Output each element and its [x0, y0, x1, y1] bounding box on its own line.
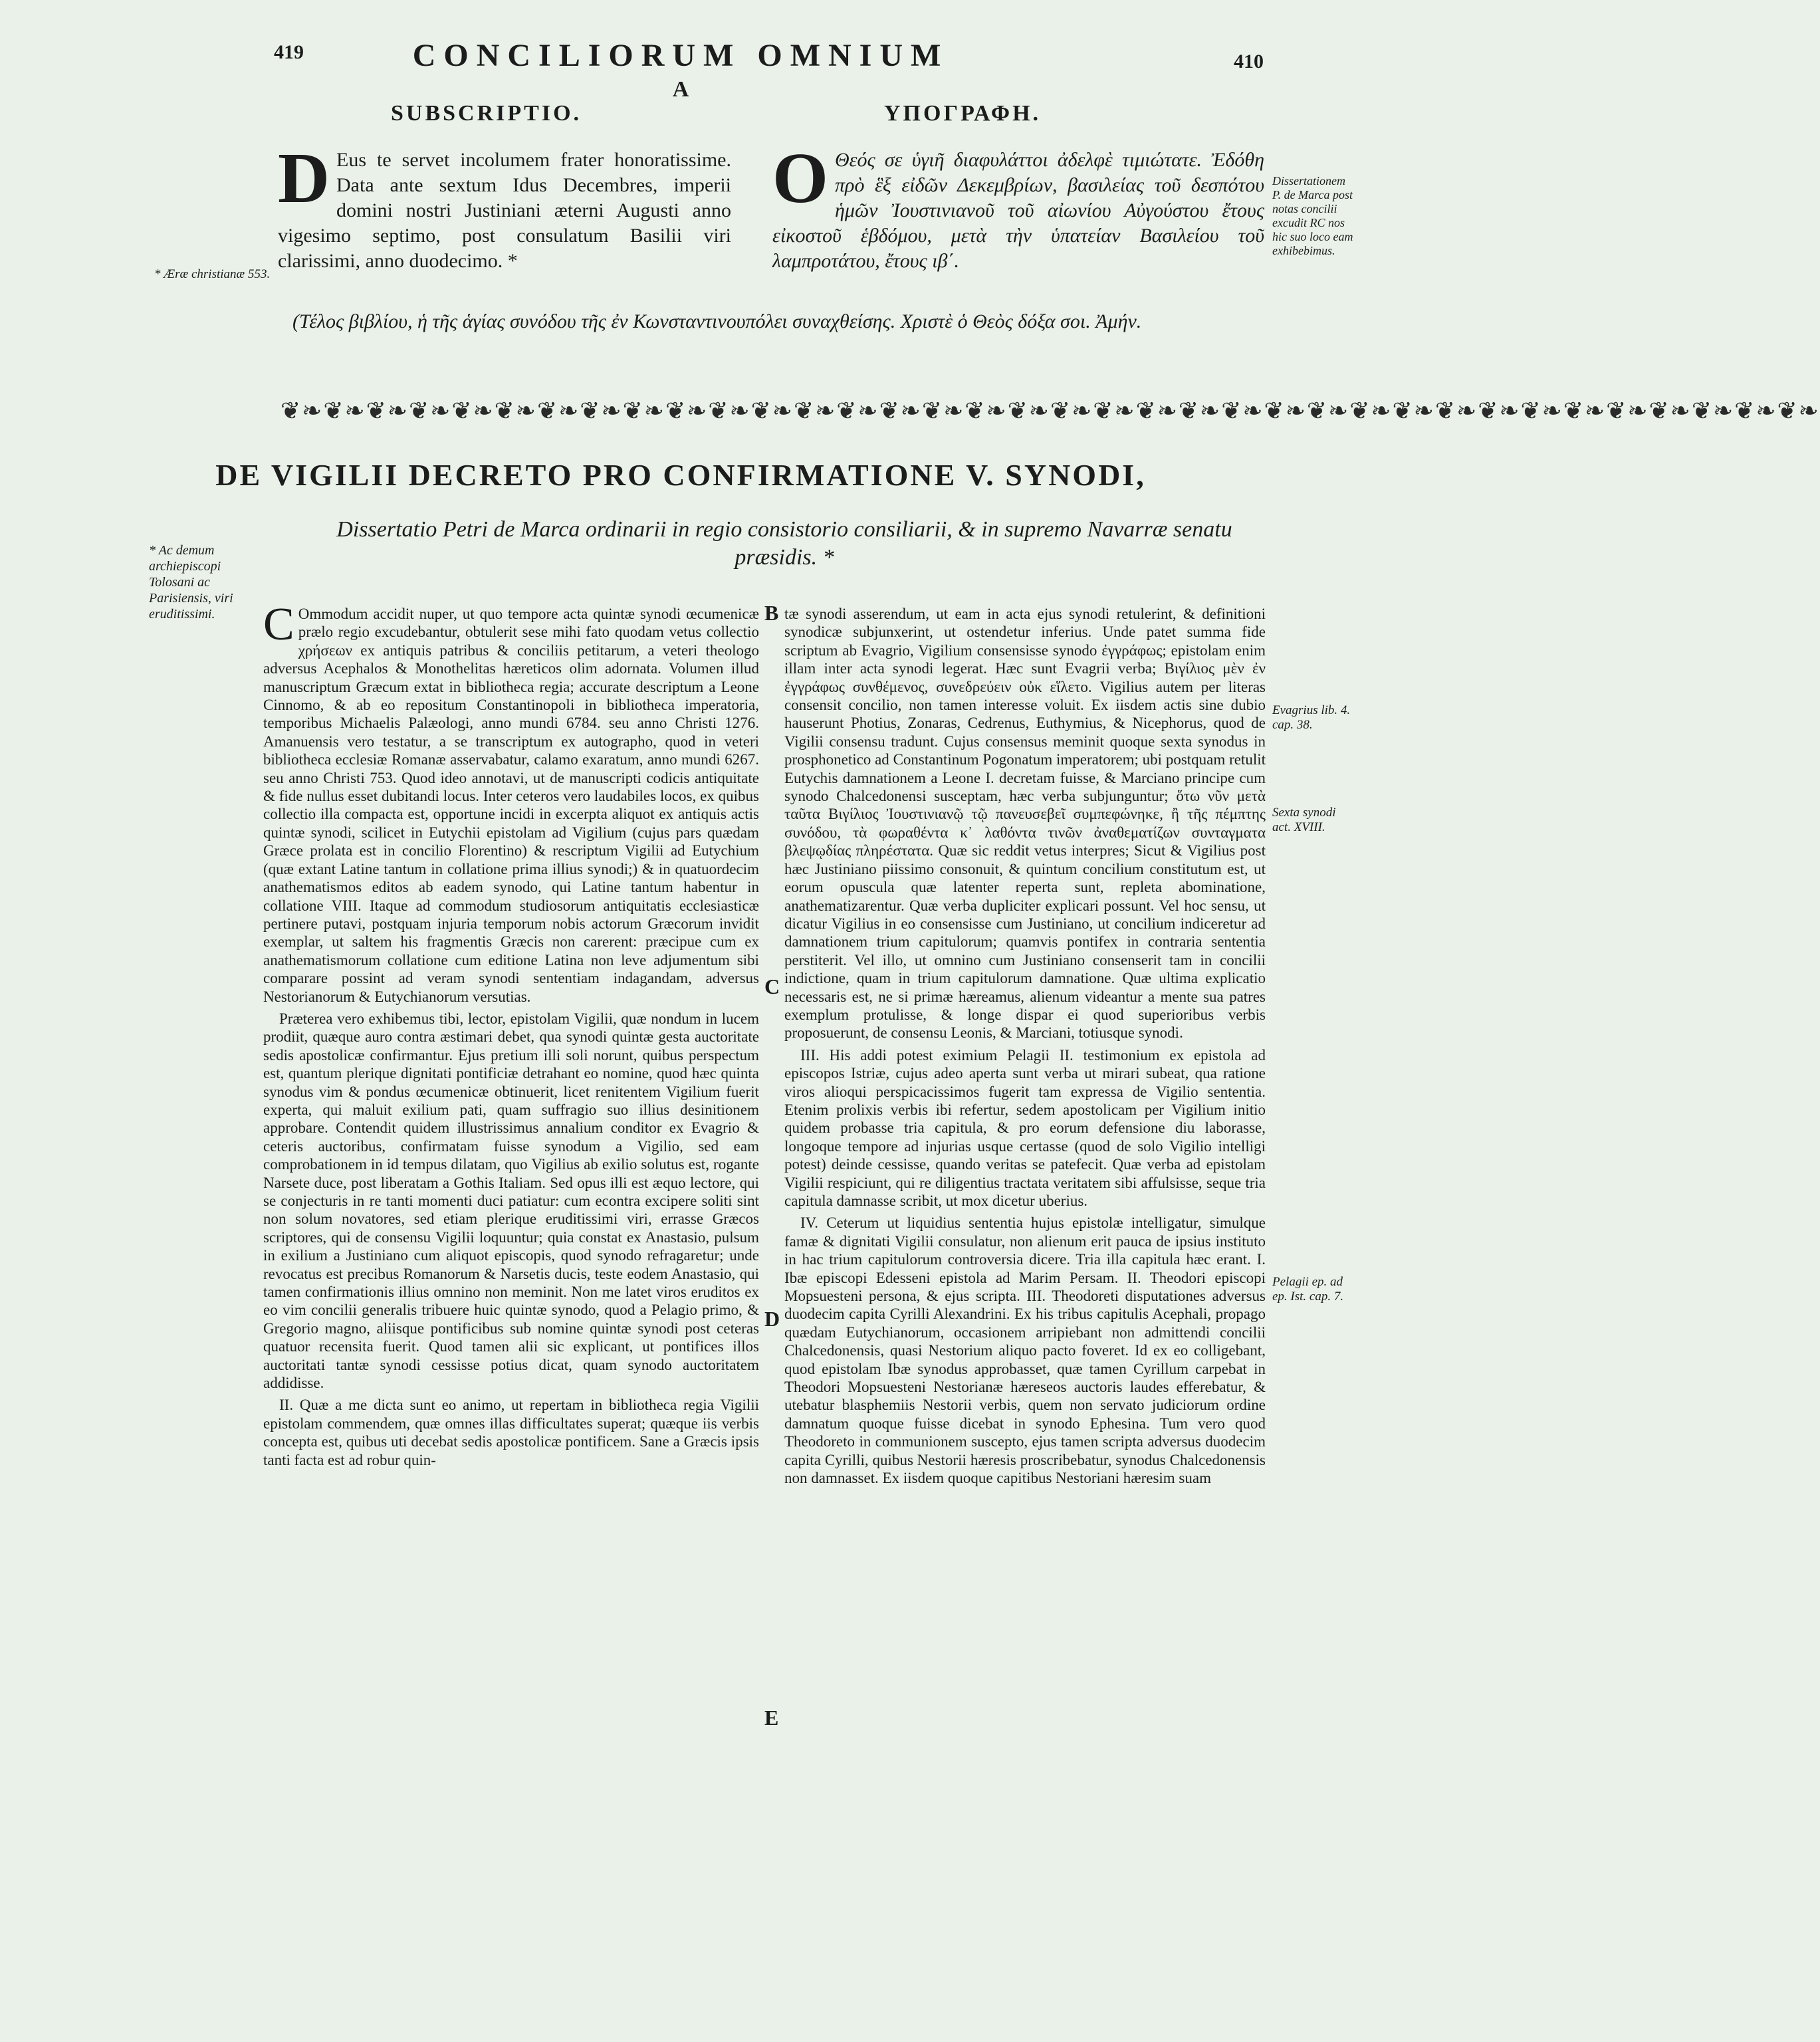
left-paragraph-1: [263, 599, 759, 1006]
column-letter-b: B: [764, 601, 779, 625]
latin-subscription-heading: SUBSCRIPTIO.: [391, 101, 582, 126]
latin-margin-note: * Æræ christianæ 553.: [154, 267, 271, 281]
right-paragraph-2: III. His addi potest eximium Pelagii II. testimonium ex epistola ad episcopos Istriæ, cujus adeo aperta sunt verba ut mirari subeat, qua ratione viros alioqui perspicacissimos fugerit tam expressa de Vigilio sententia. Etenim prolixis verbis ibi refertur, sedem apostolicam per Vigilium initio quidem probasse tria capitula, & pro eorum defensione diu laborasse, longoque tempore ad injurias usque certasse (quod de solo Vigilio intelligi potest) deinde cessisse, quando veritas se patefecit. Quæ verba ad epistolam Vigilii respiciunt, qui re diligentius tractata veritatem sibi affulsisse, seque tria capitula damnasse scribit, ut mox dicetur uberius.: [784, 1046, 1266, 1209]
page-number-left: 419: [274, 41, 304, 63]
greek-colophon: (Τέλος βιβλίου, ἡ τῆς ἁγίας συνόδου τῆς ἐν Κωνσταντινουπόλει συναχθείσης. Χριστὲ ὁ Θεὸς δόξα σοι. Ἀμήν.: [292, 310, 1142, 332]
left-column: [263, 599, 759, 1473]
byline-margin-note: * Ac demum archiepiscopi Tolosani ac Parisiensis, viri eruditissimi.: [149, 543, 233, 622]
right-paragraph-3: IV. Ceterum ut liquidius sententia hujus epistolæ intelligatur, simulque famæ & dignitati Vigilii consulatur, non alienum erit pauca de ipsius instituto in hac trium capitulorum controversia dicere. Tria illa capitula hæc erant. I. Ibæ episcopi Edesseni epistola ad Marim Persam. II. Theodori episcopi Mopsuesteni persona, & ejus scripta. III. Theodoreti disputationes adversus duodecim capita Cyrilli Alexandrini. Ex his tribus capitulis Acephali, propago quædam Eutychianorum, occasionem arripiebant non admittendi concilii Chalcedonensis, quasi Nestorium aliquo pacto foveret. Id ex eo colligebant, quod epistolam Ibæ synodus approbasset, quæ tamen Cyrillum carpebat in Theodori Mopsuesteni Nestorianæ hæreseos auctoris laudes efferebatur, & utebatur blasphemiis Nestorii verbis, quem non servato judiciorum ordine damnatum quoque fuisse dicebat in synodo Ephesina. Tum vero quod Theodoreto in communionem suscepto, ejus tamen scripta adversus duodecim capita Cyrilli, quibus Nestorii hæresis proscribebatur, synodus Chalcedonensis non damnasset. Ex iisdem quoque capitibus Nestoriani hæresim suam: [784, 1214, 1266, 1487]
greek-margin-note: Dissertationem P. de Marca post notas concilii excudit RC nos hic suo loco eam exhibebimus.: [1272, 174, 1353, 257]
article-title: DE VIGILII DECRETO PRO CONFIRMATIONE V. SYNODI,: [215, 458, 1146, 492]
page-number-right: 410: [1234, 51, 1264, 72]
running-title: CONCILIORUM OMNIUM: [412, 38, 949, 73]
column-letter-c: C: [764, 974, 780, 998]
greek-dropcap: Ο: [772, 139, 829, 218]
margin-note-evagrius: Evagrius lib. 4. cap. 38.: [1272, 703, 1351, 732]
latin-subscription: [278, 139, 731, 274]
margin-note-sexta-synodus: Sexta synodi act. XVIII.: [1272, 806, 1336, 834]
left-paragraph-1-text: Ommodum accidit nuper, ut quo tempore acta quintæ synodi œcumenicæ prælo regio excudebantur, obtulerit sese mihi fato quodam vetus collectio χρήσεων ex antiquis patribus & conciliis petitarum, a veteri theologo adversus Acephalos & Monothelitas hæreticos olim adornata. Volumen illud manuscriptum Græcum extat in bibliotheca regia; accurate descriptum a Leone Cinnomo, & ab eo repositum Constantinopoli in bibliotheca imperatoria, temporibus Michaelis Palæologi, anno mundi 6784. seu anno Christi 1276. Amanuensis vero testatur, a se transcriptum ex autographo, quod in veteri bibliotheca ecclesiæ Romanæ asservabatur, calamo exaratum, anno mundi 6267. seu anno Christi 753. Quod ideo annotavi, ut de manuscripti codicis antiquitate & fide nullus esset dubitandi locus. Inter ceteros vero laudabiles locos, ex quibus collectio illa compacta est, opportune incidi in excerpta aliquot ex antiquis actis quintæ synodi, scilicet in Eutychii epistolam ad Vigilium (cujus pars quædam Græce prolata est in concilio Florentino) & rescriptum Vigilii ad Eutychium (quæ extant Latine tantum in collatione prima illius synodi;) & in quatuordecim anathematismos editos ab eadem synodo, qui Latine tantum habentur in collatione VIII. Itaque ad commodum studiosorum antiquitatis ecclesiasticæ pertinere putavi, postquam injuria temporum nobis actorum Græcorum invidit exemplar, ut saltem his fragmentis Græcis non carerent: præcipue cum ex anathematismorum collatione cum editione Latina non leve adjumentum sibi comparare possint ad veram synodi sententiam indagandam, adversus Nestorianorum & Eutychianorum versutias.: [263, 606, 759, 1005]
latin-dropcap: D: [278, 139, 330, 218]
margin-note-pelagii: Pelagii ep. ad ep. Ist. cap. 7.: [1272, 1275, 1344, 1304]
body-dropcap: C: [263, 599, 294, 650]
ornament-band: ❦❧❦❧❦❧❦❧❦❧❦❧❦❧❦❧❦❧❦❧❦❧❦❧❦❧❦❧❦❧❦❧❦❧❦❧❦❧❦❧❦❧❦❧❦❧❦❧❦❧❦❧❦❧❦❧❦❧❦❧❦❧❦❧❦❧❦❧❦❧❦❧: [281, 397, 1820, 424]
column-letter-e: E: [764, 1706, 779, 1730]
left-paragraph-2: Præterea vero exhibemus tibi, lector, epistolam Vigilii, quæ nondum in lucem prodiit, quæque auro contra æstimari debet, qua synodi quintæ gesta auctoritate sedis apostolicæ confirmantur. Ejus pretium illi soli norunt, quibus perspectum est, quantum plerique dignitati pontificiæ detrahant eo nomine, quod hæc quinta synodus vim & pondus œcumenicæ obtinuerit, licet renitentem Vigilium fuerit experta, qui maluit exilium pati, quam suffragio suo illius desinitionem approbare. Contendit quidem illustrissimus annalium conditor ex Evagrio & ceteris auctoribus, confirmatam fuisse synodum a Vigilio, sed eam comprobationem in id tempus dilatam, quo Vigilius ab exilio solutus est, rogante Narsete duce, post liberatam a Gothis Italiam. Sed opus illi est æquo lectore, qui se conjecturis in re tanti momenti duci patiatur: cum econtra excipere soliti sint non solum novatores, sed etiam plerique eruditissimi viri, errasse Græcos scriptores, qui de consensu Vigilii loquuntur; quia constat ex Anastasio, pulsum in exilium a Justiniano cum aliquot episcopis, quod synodo refragaretur; unde revocatus est precibus Romanorum & Narsetis ducis, teste eodem Anastasio, qui tamen confirmationis illius omnino non meminit. Non me latet viros eruditos ex eo vim concilii generalis tribuere huic quintæ synodo, quod a Pelagio primo, & Gregorio magno, aliisque pontificibus sub nomine quintæ synodi post ceteras quatuor recensita fuerit. Quod tamen alii sic explicant, ut pontifices illos auctoritati tantæ synodi cessisse potius dicat, quam synodo auctoritatem addidisse.: [263, 1010, 759, 1392]
left-paragraph-3: II. Quæ a me dicta sunt eo animo, ut repertam in bibliotheca regia Vigilii epistolam commendem, quæ omnes illas difficultates superat; quæque iis verbis concepta est, quibus uti decebat sedis apostolicæ pontificem. Sane a Græcis ipsis tanti facta est ad robur quin-: [263, 1397, 759, 1468]
right-column: [784, 605, 1266, 1492]
greek-subscription: [772, 139, 1264, 274]
greek-subscription-heading: ΥΠΟΓΡΑΦΗ.: [884, 101, 1042, 126]
right-paragraph-1: tæ synodi asserendum, ut eam in acta ejus synodi retulerint, & definitioni synodicæ subjunxerint, ut ostendetur inferius. Unde patet summa fide scriptum ab Evagrio, Vigilium consensisse synodo ἐγγράφως; epistolam enim illam inter acta synodi legerat. Hæc sunt Evagrii verba; Βιγίλιος μὲν ἐν ἐγγράφως συνθέμενος, συνεδρεύειν οὐκ εἵλετο. Vigilius autem per literas consensit concilio, non tamen interesse voluit. Ex iisdem actis sine dubio hauserunt Photius, Zonaras, Cedrenus, Euthymius, & Nicephorus, quod de Vigilii consensu tradunt. Cujus consensus meminit quoque sexta synodus in prosphonetico ad Constantinum Pogonatum imperatorem; ubi postquam retulit Eutychis damnationem a Leone I. decretam fuisse, & Marciano principe cum synodo Chalcedonensi susceptam, hæc verba subjunguntur; ὅτω νῦν μετὰ ταῦτα Βιγίλιος Ἰουστινιανῷ τῷ πανευσεβεῖ συμπεφώνηκε, ἢ τῆς πέμπτης συνόδου, τὰ φωραθέντα κ᾽ λαθόντα τινῶν ἀναθεματίζων συνταγματα βλεψῳδίας πληρέστατα. Quæ sic reddit vetus interpres; Sicut & Vigilius post hæc Justiniano piissimo consonuit, & quintum concilium constitutum est, ut eorum opuscula quæ latenter reperta sunt, repleta abominatione, anathematizarentur. Quæ verba dupliciter explicari possunt. Vel hoc sensu, ut dicatur Vigilius in eo consensisse cum Justiniano, ut concilium indiceretur ad damnationem trium capitulorum; quamvis pontifex in contraria sententia perstiterit. Vel illo, ut omnino cum Justiniano consenserit tam in concilii indictione, quam in trium capitulorum damnatione. Quæ ultima explicatio necessaris est, ne si primæ hæreamus, alienum videantur a mente sua patres exemplum protulisse, & longe dispar ei quod superioribus verbis proposuerunt, de consensu Leonis, & Marciani, totiusque synodi.: [784, 606, 1266, 1042]
latin-subscription-text: Eus te servet incolumem frater honoratissime. Data ante sextum Idus Decembres, imperii domini nostri Justiniani æterni Augusti anno vigesimo septimo, post consulatum Basilii viri clarissimi, anno duodecimo. *: [278, 149, 731, 272]
column-letter-d: D: [764, 1307, 780, 1331]
greek-subscription-text: Θεός σε ὑγιῆ διαφυλάττοι ἀδελφὲ τιμιώτατε. Ἐδόθη πρὸ ἓξ εἰδῶν Δεκεμβρίων, βασιλείας τοῦ δεσπότου ἡμῶν Ἰουστινιανοῦ τοῦ αἰωνίου Αὐγούστου ἔτους εἰκοστοῦ ἑβδόμου, μετὰ τὴν ὑπατείαν Βασιλείου τοῦ λαμπροτάτου, ἔτους ιβ΄.: [772, 149, 1264, 272]
article-byline: Dissertatio Petri de Marca ordinarii in regio consistorio consiliarii, & in supremo Navarræ senatu præsidis. *: [336, 517, 1232, 570]
running-letter: A: [672, 77, 689, 102]
